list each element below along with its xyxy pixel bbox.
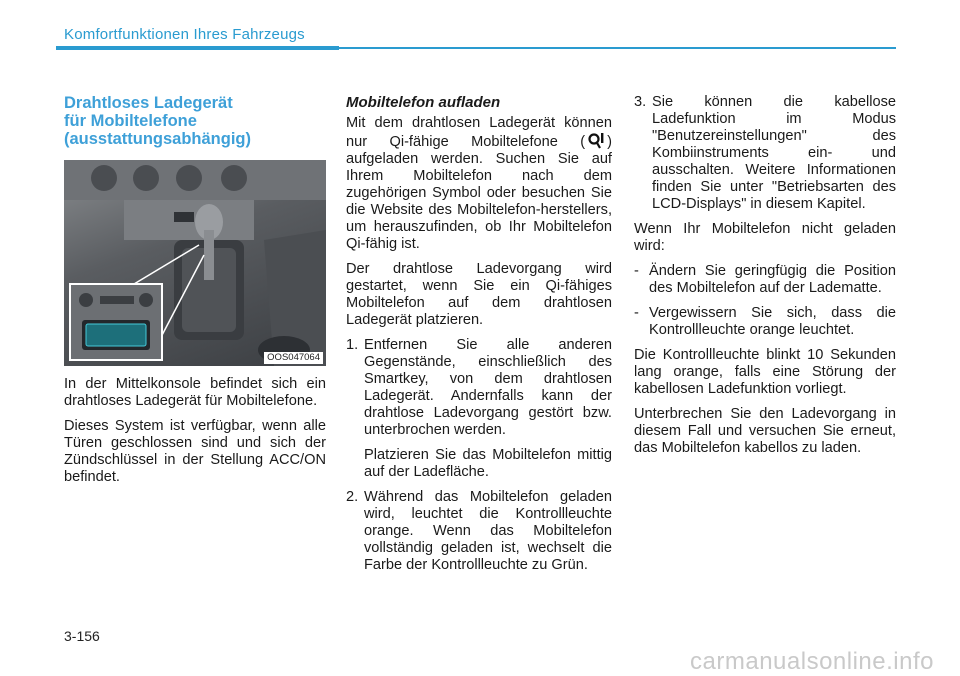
paragraph: Unterbrechen Sie den Ladevorgang in diesem Fall und versuchen Sie erneut, das Mobiltelefon kabellos zu laden. [634,406,896,456]
paragraph: Wenn Ihr Mobiltelefon nicht geladen wird: [634,221,896,254]
dash-bullet: - [634,263,639,279]
paragraph: In der Mittelkonsole befindet sich ein drahtloses Ladegerät für Mobiltelefone. [64,376,326,409]
item-number: 2. [346,489,359,505]
item-number: 1. [346,337,359,353]
header-rule-thin [339,47,896,49]
section-heading [64,94,326,148]
list-item [346,489,612,574]
console-illustration [64,160,326,366]
column-right [634,94,896,465]
dash-item [634,305,896,339]
heading-line: (ausstattungsabhängig) [64,130,252,148]
intro-text-after: ) aufgeladen werden. Suchen Sie auf Ihrem Mobiltelefon nach dem zugehörigen Symbol oder besuchen Sie die Website des Mobiltelefon-herstellers, um herauszufinden, ob Ihr Mobiltelefon Qi-fähig ist. [346,134,612,252]
dash-text: Vergewissern Sie sich, dass die Kontrollleuchte orange leuchtet. [649,305,896,338]
intro-paragraph [346,115,612,253]
page-number: 3-156 [64,628,100,644]
dash-text: Ändern Sie geringfügig die Position des Mobiltelefon auf der Lademattе. [649,263,896,296]
dash-bullet: - [634,305,639,321]
heading-line: Drahtloses Ladegerät [64,94,233,112]
dash-item [634,263,896,297]
heading-line: für Mobiltelefone [64,112,197,130]
qi-wireless-charging-icon [587,132,605,149]
item-number: 3. [634,94,647,110]
subheading: Mobiltelefon aufladen [346,94,501,111]
paragraph: Der drahtlose Ladevorgang wird gestartet, wenn Sie ein Qi-fähiges Mobiltelefon auf dem drahtlosen Ladegerät platzieren. [346,261,612,328]
item-subparagraph: Platzieren Sie das Mobiltelefon mittig auf der Ladefläche. [364,447,612,480]
intro-text-before: Mit dem drahtlosen Ladegerät können nur Qi-fähige Mobiltelefone ( [346,115,612,150]
item-text: Sie können die kabellose Ladefunktion im Modus "Benutzereinstellungen" des Kombiinstruments ein- und ausschalten. Weitere Informationen finden Sie unter "Betriebsarten des LCD-Displays" in diesem Kapitel. [652,94,896,212]
watermark: carmanualsonline.info [690,648,934,675]
item-text: Entfernen Sie alle anderen Gegenstände, einschließlich des Smartkey, von dem drahtlosen Ladegerät. Andernfalls kann der drahtlose Ladevorgang gestört bzw. unterbrochen werden. [364,337,612,438]
list-item [346,337,612,439]
column-left [64,94,326,494]
paragraph: Die Kontrollleuchte blinkt 10 Sekunden lang orange, falls eine Störung der kabellosen Ladefunktion vorliegt. [634,347,896,397]
console-charger-photo [64,160,326,366]
item-text: Während das Mobiltelefon geladen wird, leuchtet die Kontrollleuchte orange. Wenn das Mobiltelefon vollständig geladen ist, wechselt die Farbe der Kontrollleuchte zu Grün. [364,489,612,573]
header-rule-thick [56,46,339,50]
paragraph: Dieses System ist verfügbar, wenn alle Türen geschlossen sind und sich der Zündschlüssel in der Stellung ACC/ON befindet. [64,418,326,485]
column-middle [346,94,612,582]
chapter-title: Komfortfunktionen Ihres Fahrzeugs [64,26,305,43]
image-code: OOS047064 [264,352,323,364]
list-item [634,94,896,213]
